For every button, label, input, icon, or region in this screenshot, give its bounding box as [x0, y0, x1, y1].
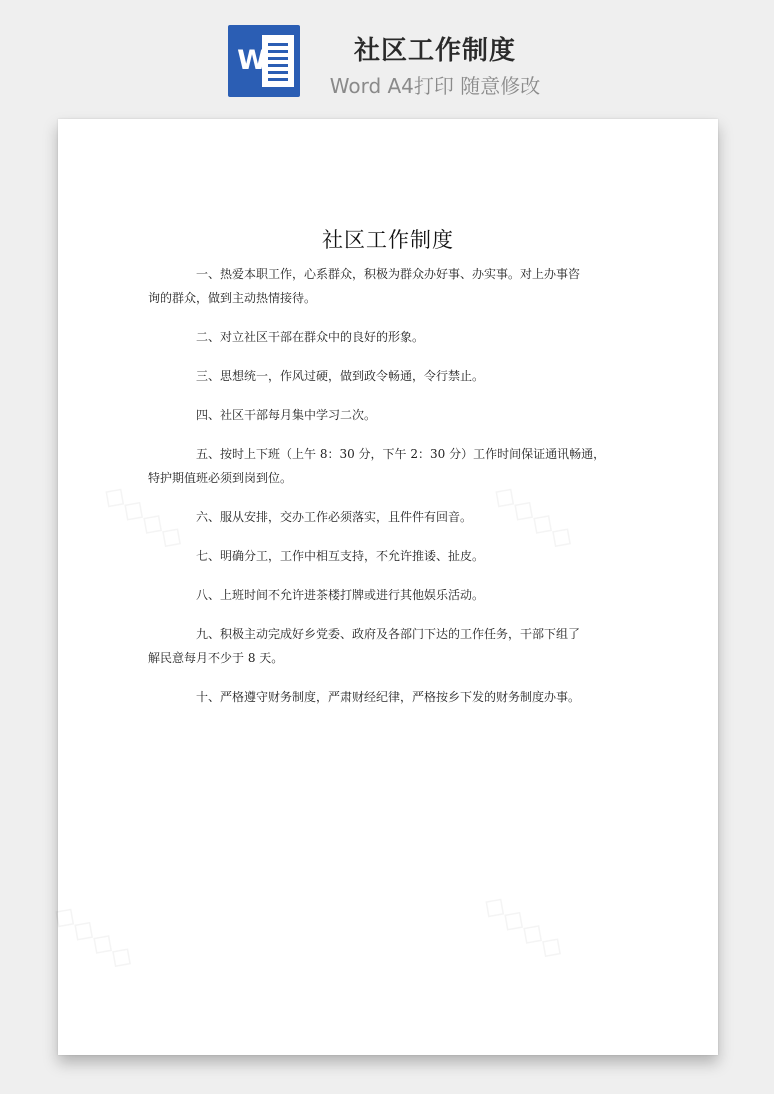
paragraph-line: 六、服从安排，交办工作必须落实，且件件有回音。	[196, 510, 473, 524]
paragraph-line: 三、思想统一，作风过硬，做到政令畅通，令行禁止。	[196, 369, 485, 383]
paragraph-1	[148, 262, 612, 310]
paragraph-10	[172, 685, 612, 709]
watermark	[476, 886, 572, 968]
paragraph-line: 十、严格遵守财务制度，严肃财经纪律，严格按乡下发的财务制度办事。	[196, 690, 581, 704]
document-page	[58, 119, 718, 1055]
paragraph-line: 七、明确分工，工作中相互支持，不允许推诿、扯皮。	[196, 549, 485, 563]
word-letter: W	[237, 45, 267, 76]
document-body	[148, 262, 612, 724]
paragraph-5	[148, 442, 612, 490]
header-subtitle: Word A4打印 随意修改	[329, 74, 541, 98]
header	[0, 0, 774, 110]
paragraph-7	[172, 544, 612, 568]
document-title: 社区工作制度	[322, 228, 454, 252]
paragraph-4	[172, 403, 612, 427]
paragraph-3	[172, 364, 612, 388]
paragraph-line: 八、上班时间不允许进茶楼打牌或进行其他娱乐活动。	[196, 588, 485, 602]
paragraph-2	[172, 325, 612, 349]
paragraph-line: 二、对立社区干部在群众中的良好的形象。	[196, 330, 425, 344]
paragraph-line: 询的群众，做到主动热情接待。	[148, 291, 317, 305]
paragraph-9	[148, 622, 612, 670]
paragraph-line: 一、热爱本职工作，心系群众，积极为群众办好事、办实事。对上办事咨	[196, 267, 581, 281]
paragraph-line: 五、按时上下班（上午 8：30 分，下午 2：30 分）工作时间保证通讯畅通，	[196, 447, 606, 461]
paragraph-line: 特护期值班必须到岗到位。	[148, 471, 293, 485]
word-icon	[228, 25, 300, 97]
watermark	[46, 896, 142, 978]
paragraph-line: 解民意每月不少于 8 天。	[148, 651, 284, 665]
header-title: 社区工作制度	[353, 36, 516, 66]
paragraph-line: 九、积极主动完成好乡党委、政府及各部门下达的工作任务，干部下组了	[196, 627, 581, 641]
paragraph-line: 四、社区干部每月集中学习二次。	[196, 408, 377, 422]
paragraph-6	[172, 505, 612, 529]
paragraph-8	[172, 583, 612, 607]
